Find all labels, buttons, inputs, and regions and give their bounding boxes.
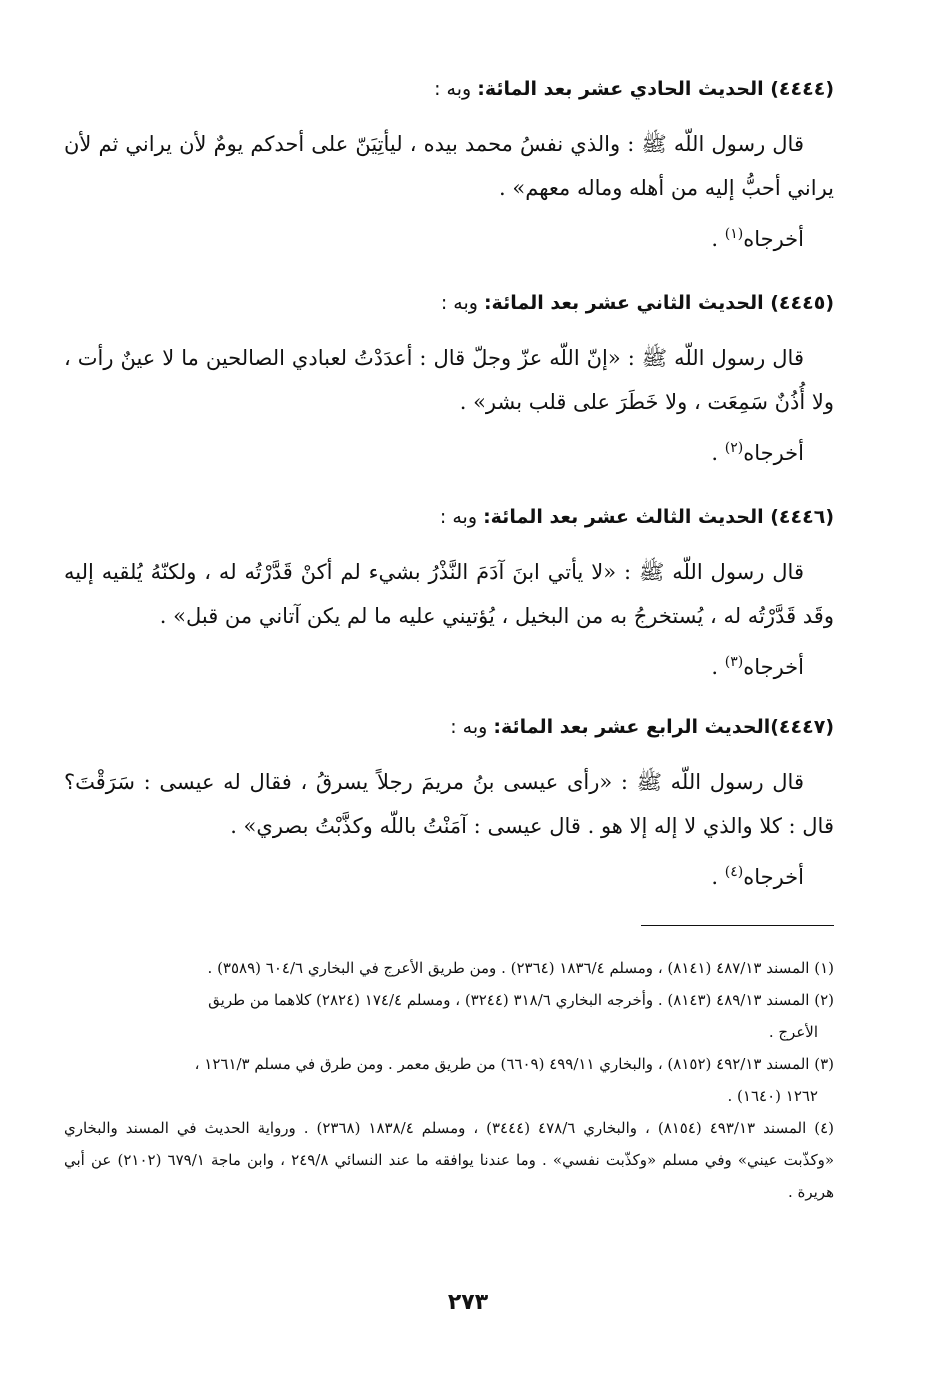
footnote-marker: (١) — [724, 226, 744, 242]
footnote-continuation: وابن ماجة ٦٧٩/١ (٢١٠٢) عن أبي هريرة . — [64, 1151, 834, 1201]
hadith-reference: أخرجاه$^{(٣)}$ . — [711, 654, 804, 679]
hadith-heading — [64, 712, 834, 742]
hadith-4447 — [64, 712, 834, 897]
hadith-heading-tail: وبه : — [434, 78, 478, 100]
hadith-reference: أخرجاه$^{(٤)}$ . — [711, 864, 804, 889]
footnote-3 — [64, 1048, 834, 1112]
hadith-4446 — [64, 502, 834, 687]
hadith-heading-title: (٤٤٤٧)الحديث الرابع عشر بعد المائة: — [493, 716, 834, 738]
reference-label: أخرجاه — [743, 865, 804, 889]
footnote-text: (١) المسند ٤٨٧/١٣ (٨١٤١) ، ومسلم ١٨٣٦/٤ (٢٣٦٤) . ومن طريق الأعرج في البخاري ٦٠٤/٦ (٣٥٨٩) . — [207, 959, 834, 977]
footnote-marker: (٢) — [724, 440, 744, 456]
footnote-continuation: الأعرج . — [768, 1023, 818, 1041]
hadith-heading-title: (٤٤٤٦) الحديث الثالث عشر بعد المائة: — [483, 506, 834, 528]
footnote-marker: (٣) — [724, 654, 744, 670]
footnote-text: (٤) المسند ٤٩٣/١٣ (٨١٥٤) ، والبخاري ٤٧٨/٦ (٣٤٤٤) ، ومسلم ١٨٣٨/٤ (٢٣٦٨) . ورواية الحديث في المسند والبخاري «وكذّبت عيني» وفي مسلم «وكذّبت نفسي» . وما عندنا يوافقه ما عند النسائي ٢٤٩/٨ ، — [64, 1119, 835, 1169]
hadith-text: قال رسول اللّه ﷺ : «لا يأتي ابنَ آدَمَ النَّذْرُ بشيء لم أكنْ قَدَّرْتُه له ، ولكنّهُ يُلقيه إليه وقَد قَدَّرْتُه له ، يُستخرجُ به من البخيل ، يُؤتيني عليه ما لم يكن آتاني من قبل» . — [64, 560, 834, 628]
hadith-heading — [64, 74, 834, 104]
footnote-divider — [641, 925, 834, 926]
footnote-1 — [64, 952, 834, 984]
footnote-marker: (٤) — [724, 864, 744, 880]
reference-label: أخرجاه — [743, 655, 804, 679]
hadith-heading-tail: وبه : — [439, 506, 484, 528]
reference-label: أخرجاه — [743, 227, 804, 251]
footnote-2 — [64, 984, 834, 1048]
footnotes — [64, 952, 834, 1208]
hadith-4444 — [64, 74, 834, 259]
hadith-text: قال رسول اللّه ﷺ : والذي نفسُ محمد بيده ، ليأتِيَنّ على أحدكم يومٌ لأن يراني ثم لأن يراني أحبُّ إليه من أهله وماله معهم» . — [64, 132, 834, 200]
reference-label: أخرجاه — [743, 441, 804, 465]
hadith-reference: أخرجاه$^{(١)}$ . — [711, 226, 804, 251]
hadith-heading-title: (٤٤٤٥) الحديث الثاني عشر بعد المائة: — [483, 292, 834, 314]
footnote-continuation: ١٢٦٢ (١٦٤٠) . — [727, 1087, 818, 1105]
hadith-reference: أخرجاه$^{(٢)}$ . — [711, 440, 804, 465]
footnote-4 — [64, 1112, 834, 1208]
footnote-text: (٢) المسند ٤٨٩/١٣ (٨١٤٣) . وأخرجه البخاري ٣١٨/٦ (٣٢٤٤) ، ومسلم ١٧٤/٤ (٢٨٢٤) كلاهما من طريق — [208, 991, 834, 1009]
hadith-heading — [64, 288, 834, 318]
hadith-text: قال رسول اللّه ﷺ : «رأى عيسى بنُ مريمَ رجلاً يسرقُ ، فقال له عيسى : سَرَقْتَ؟ قال : كلا والذي لا إله إلا هو . قال عيسى : آمَنْتُ باللّه وكذَّبْتُ بصري» . — [64, 770, 834, 838]
hadith-4445 — [64, 288, 834, 473]
page-number: ٢٧٣ — [447, 1290, 489, 1315]
hadith-heading-tail: وبه : — [440, 292, 484, 314]
hadith-heading — [64, 502, 834, 532]
footnote-text: (٣) المسند ٤٩٢/١٣ (٨١٥٢) ، والبخاري ٤٩٩/١١ (٦٦٠٩) من طريق معمر . ومن طرق في مسلم ١٢٦١/٣ ، — [194, 1055, 834, 1073]
hadith-heading-title: (٤٤٤٤) الحديث الحادي عشر بعد المائة: — [477, 78, 834, 100]
hadith-heading-tail: وبه : — [450, 716, 494, 738]
hadith-text: قال رسول اللّه ﷺ : «إنّ اللّه عزّ وجلّ قال : أعدَدْتُ لعبادي الصالحين ما لا عينٌ رأت ، ولا أُذُنٌ سَمِعَت ، ولا خَطَرَ على قلب بشر» . — [64, 346, 834, 414]
